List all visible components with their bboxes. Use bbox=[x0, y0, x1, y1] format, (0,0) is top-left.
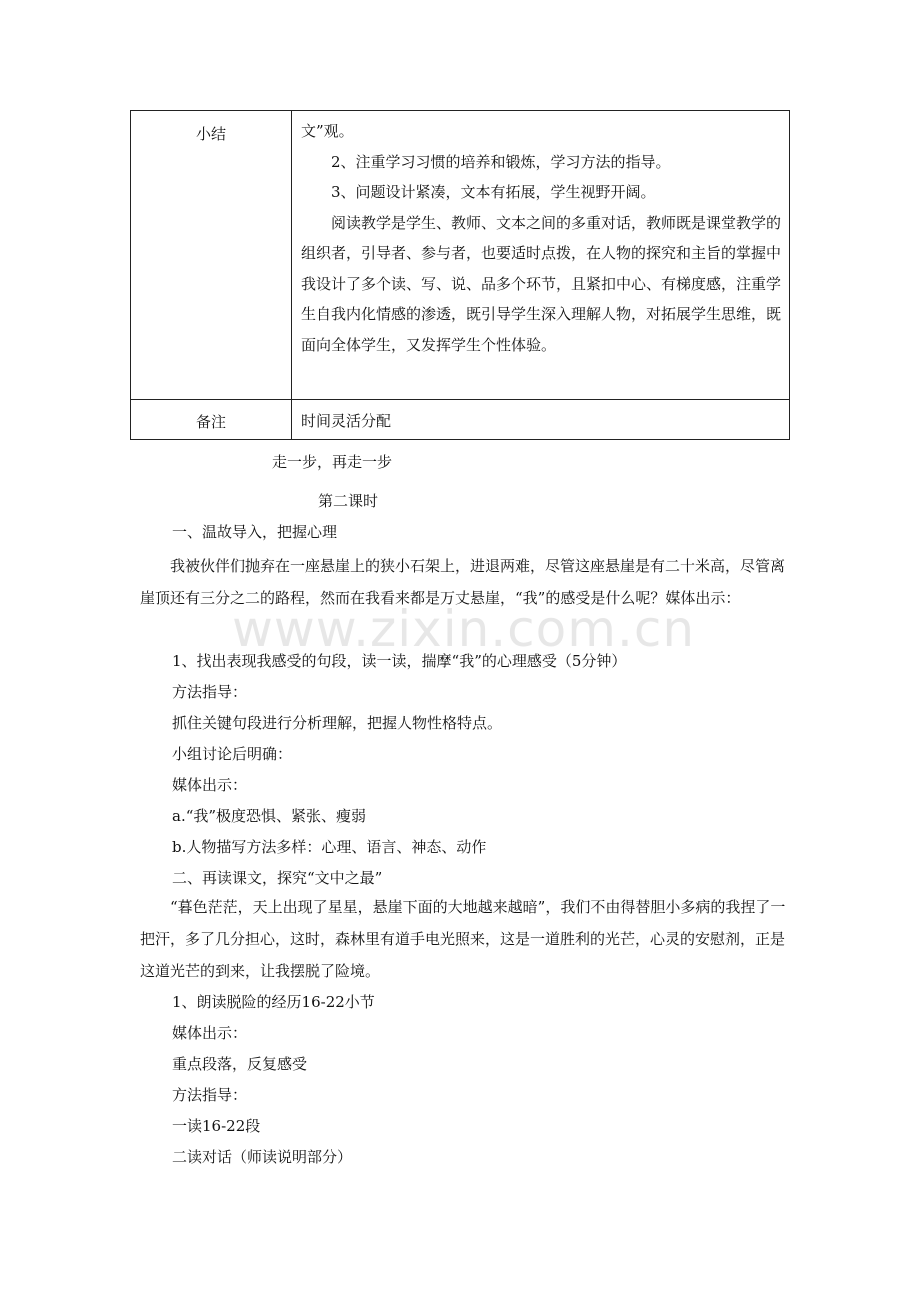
text-line: 抓住关键句段进行分析理解，把握人物性格特点。 bbox=[172, 714, 503, 732]
text-line: 方法指导： bbox=[172, 683, 248, 701]
text-line: 方法指导： bbox=[172, 1086, 248, 1104]
summary-content bbox=[301, 116, 783, 360]
text-line: 小组讨论后明确： bbox=[172, 745, 293, 763]
notes-value: 时间灵活分配 bbox=[301, 412, 392, 430]
summary-line: 文”观。 bbox=[301, 122, 354, 140]
page-title: 走一步，再走一步 bbox=[272, 453, 393, 471]
text-line: 媒体出示： bbox=[172, 776, 248, 794]
watermark: www.zixin.com.cn bbox=[232, 600, 696, 658]
page-subtitle: 第二课时 bbox=[318, 492, 379, 510]
text-line: 重点段落，反复感受 bbox=[172, 1055, 308, 1073]
table-row-divider bbox=[131, 399, 789, 400]
summary-line: 2、注重学习习惯的培养和锻炼，学习方法的指导。 bbox=[331, 152, 671, 171]
list-item: b.人物描写方法多样：心理、语言、神态、动作 bbox=[172, 838, 487, 856]
paragraph: “暮色茫茫，天上出现了星星，悬崖下面的大地越来越暗”，我们不由得替胆小多病的我捏了一把汗，多了几分担心，这时，森林里有道手电光照来，这是一道胜利的光芒，心灵的安慰剂，正是这道光芒的到来，让我摆脱了险境。 bbox=[140, 898, 786, 980]
section-heading: 一、温故导入，把握心理 bbox=[172, 523, 338, 541]
text-line: 一读16-22段 bbox=[172, 1117, 261, 1135]
list-item: a.“我”极度恐惧、紧张、瘦弱 bbox=[172, 807, 367, 825]
notes-label: 备注 bbox=[195, 413, 226, 431]
summary-line: 3、问题设计紧凑，文本有拓展，学生视野开阔。 bbox=[331, 183, 656, 201]
lesson-table bbox=[130, 110, 790, 440]
table-column-divider bbox=[291, 111, 292, 439]
summary-reflection: 阅读教学是学生、教师、文本之间的多重对话，教师既是课堂教学的组织者，引导者、参与者，也要适时点拨，在人物的探究和主旨的掌握中我设计了多个读、写、说、品多个环节，且紧扣中心、有梯度感，注重学生自我内化情感的渗透，既引导学生深入理解人物，对拓展学生思维，既面向全体学生，又发挥学生个性体验。 bbox=[301, 213, 782, 354]
paragraph: 我被伙伴们抛弃在一座悬崖上的狭小石架上，进退两难，尽管这座悬崖是有二十米高，尽管离崖顶还有三分之二的路程，然而在我看来都是万丈悬崖，“我”的感受是什么呢？媒体出示： bbox=[140, 557, 786, 607]
list-item: 1、找出表现我感受的句段，读一读，揣摩“我”的心理感受（5分钟） bbox=[172, 652, 627, 670]
summary-label: 小结 bbox=[195, 125, 226, 143]
list-item: 1、朗读脱险的经历16-22小节 bbox=[172, 993, 375, 1011]
text-line: 二读对话（师读说明部分） bbox=[172, 1148, 353, 1166]
section-heading: 二、再读课文，探究“文中之最” bbox=[172, 869, 383, 887]
text-line: 媒体出示： bbox=[172, 1024, 248, 1042]
